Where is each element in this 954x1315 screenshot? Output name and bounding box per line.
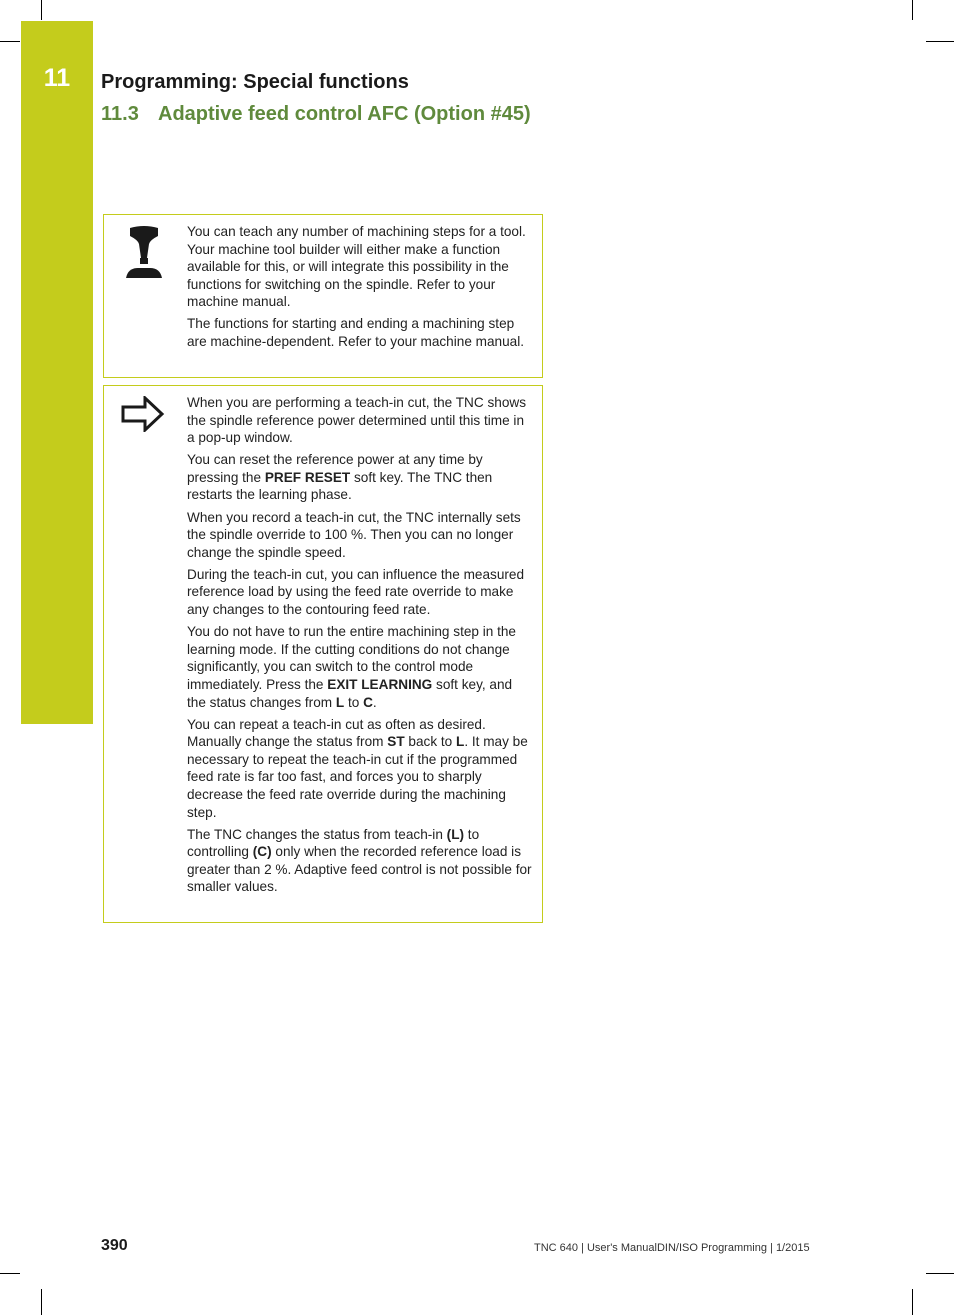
tips-note-icon-cell xyxy=(104,386,186,922)
crop-mark xyxy=(912,1289,913,1315)
note-paragraph: You can repeat a teach-in cut as often as desired. Manually change the status from ST back to L. It may be necessary to repeat the teach-in cut if the programmed feed rate is far too fast, and forces you to sharply decrease the feed rate override during the machining step. xyxy=(187,716,528,820)
chapter-tab xyxy=(21,21,93,724)
footer-info: TNC 640 | User's ManualDIN/ISO Programming | 1/2015 xyxy=(534,1242,810,1254)
machine-note-text xyxy=(187,223,532,355)
note-paragraph: You can reset the reference power at any time by pressing the PREF RESET soft key. The TNC then restarts the learning phase. xyxy=(187,452,493,503)
page-number: 390 xyxy=(101,1237,128,1254)
crop-mark xyxy=(41,1289,42,1315)
crop-mark xyxy=(0,41,20,42)
note-paragraph: You can teach any number of machining steps for a tool. Your machine tool builder will either make a function available for this, or will integrate this possibility in the functions for switching on the spindle. Refer to your machine manual. xyxy=(187,224,526,310)
note-paragraph: When you are performing a teach-in cut, the TNC shows the spindle reference power determined until this time in a pop-up window. xyxy=(187,395,526,446)
status-c: C xyxy=(363,694,373,710)
chapter-title: Programming: Special functions xyxy=(101,71,409,93)
crop-mark xyxy=(926,41,954,42)
status-c: (C) xyxy=(252,844,272,860)
crop-mark xyxy=(41,0,42,20)
note-paragraph: During the teach-in cut, you can influence the measured reference load by using the feed rate override to make any changes to the contouring feed rate. xyxy=(187,566,525,618)
machine-note-icon-cell xyxy=(104,215,186,377)
note-paragraph: When you record a teach-in cut, the TNC internally sets the spindle override to 100 %. Then you can no longer change the spindle speed. xyxy=(187,509,521,560)
status-st: ST xyxy=(387,734,405,750)
machine-spindle-icon xyxy=(124,226,164,282)
note-paragraph: The functions for starting and ending a machining step are machine-dependent. Refer to your machine manual. xyxy=(187,316,525,350)
crop-mark xyxy=(0,1273,20,1274)
section-number: 11.3 xyxy=(101,103,139,125)
tips-note-box xyxy=(103,385,543,923)
softkey-exit-learning: EXIT LEARNING xyxy=(327,676,433,692)
note-paragraph: The TNC changes the status from teach-in (L) to controlling (C) only when the recorded reference load is greater than 2 %. Adaptive feed control is not possible for smaller values. xyxy=(187,826,532,895)
status-l: L xyxy=(456,734,465,750)
status-l: L xyxy=(335,694,345,710)
crop-mark xyxy=(926,1273,954,1274)
note-paragraph: You do not have to run the entire machining step in the learning mode. If the cutting conditions do not change significantly, you can switch to the control mode immediately. Press the EXIT LEARNING soft key, and the status changes from L to C. xyxy=(187,624,516,710)
arrow-right-icon xyxy=(121,396,165,432)
softkey-pref-reset: PREF RESET xyxy=(264,469,351,485)
machine-note-box xyxy=(103,214,543,378)
section-heading xyxy=(101,103,531,126)
chapter-number: 11 xyxy=(43,64,71,92)
section-title: Adaptive feed control AFC (Option #45) xyxy=(158,103,531,125)
status-l: (L) xyxy=(446,826,465,842)
tips-note-text xyxy=(187,394,532,901)
crop-mark xyxy=(912,0,913,20)
